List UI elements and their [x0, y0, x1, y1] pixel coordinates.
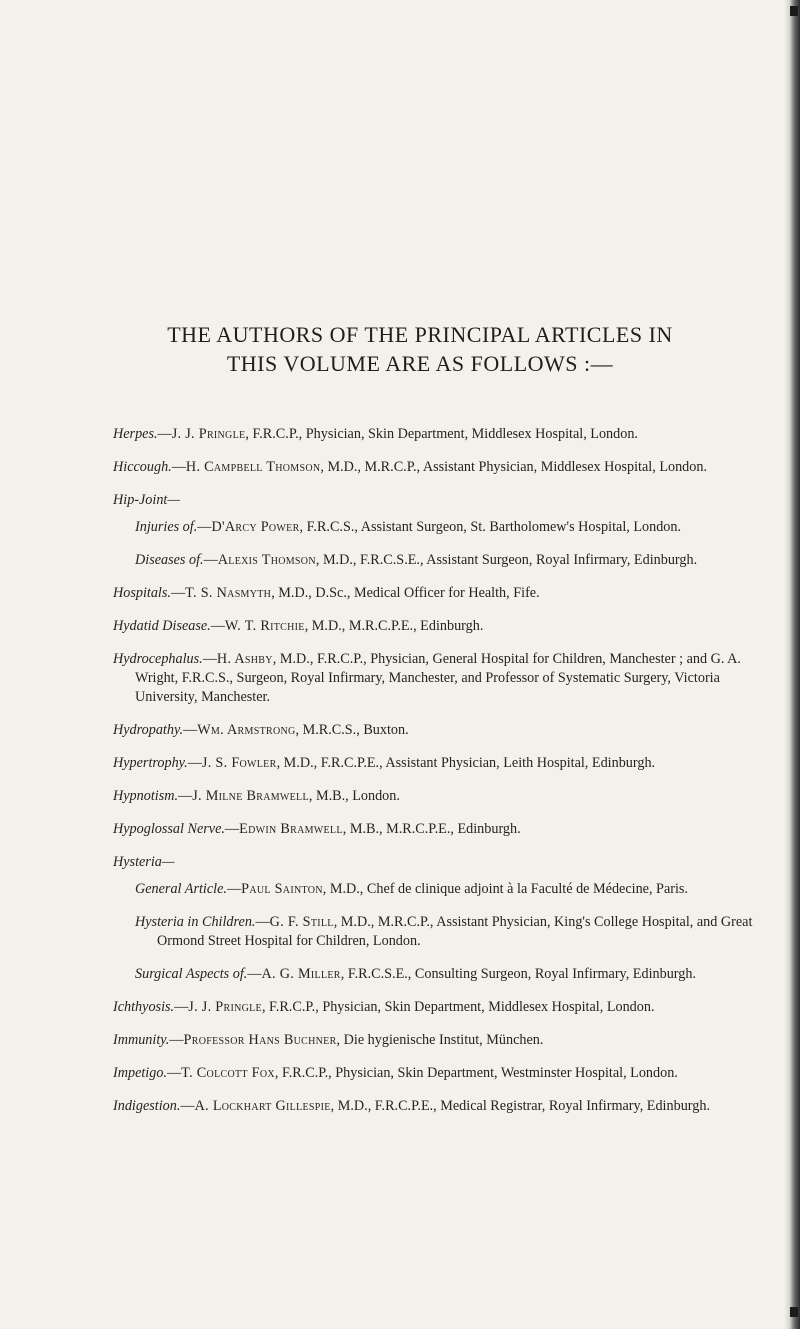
entry-author: J. J. Pringle — [188, 999, 262, 1015]
entry-hysteria-children: Hysteria in Children.—G. F. Still, M.D., M.R.C.P., Assistant Physician, King's College Hospital, and Great Ormond Street Hospital for Children, London. — [135, 914, 753, 949]
entry-title: Injuries of. — [135, 519, 198, 535]
entry-title: Hiccough. — [113, 459, 172, 475]
entry-details: , M.D., F.R.C.P., Physician, General Hospital for Children, Manchester ; and G. A. Wright, F.R.C.S., Surgeon, Royal Infirmary, Manchester, and Professor of Systematic Surgery, Victoria University, Manchester. — [135, 651, 741, 705]
entry-details: , M.D., M.R.C.P.E., Edinburgh. — [304, 618, 484, 634]
entry-author: Wm. Armstrong — [197, 722, 296, 738]
entry-hydropathy: Hydropathy.—Wm. Armstrong, M.R.C.S., Buxton. — [113, 722, 409, 738]
corner-mark-bottom — [790, 1307, 798, 1317]
entry-title: Ichthyosis. — [113, 999, 175, 1015]
entry-author: Professor Hans Buchner — [183, 1032, 337, 1048]
entry-details: , M.B., London. — [308, 788, 400, 804]
entry-details: , M.D., Chef de clinique adjoint à la Faculté de Médecine, Paris. — [322, 881, 688, 897]
entry-title: Hypnotism. — [113, 788, 179, 804]
entry-author: Paul Sainton — [241, 881, 323, 897]
entry-author: D'Arcy Power — [211, 519, 300, 535]
entry-title: Hypoglossal Nerve. — [113, 821, 225, 837]
entry-title: Hydrocephalus. — [113, 651, 203, 667]
entry-ichthyosis: Ichthyosis.—J. J. Pringle, F.R.C.P., Physician, Skin Department, Middlesex Hospital, London. — [113, 999, 655, 1015]
entry-title: Hydropathy. — [113, 722, 184, 738]
entry-title: Hydatid Disease. — [113, 618, 211, 634]
entry-hydatid-disease: Hydatid Disease.—W. T. Ritchie, M.D., M.R.C.P.E., Edinburgh. — [113, 618, 484, 634]
entry-title: Hip-Joint— — [113, 492, 180, 508]
entry-title: Hysteria— — [113, 854, 175, 870]
entry-title: Hypertrophy. — [113, 755, 188, 771]
entry-title: Surgical Aspects of. — [135, 966, 248, 982]
entry-indigestion: Indigestion.—A. Lockhart Gillespie, M.D., F.R.C.P.E., Medical Registrar, Royal Infirmary, Edinburgh. — [113, 1098, 710, 1114]
heading-line-1: THE AUTHORS OF THE PRINCIPAL ARTICLES IN — [167, 322, 673, 347]
entry-author: G. F. Still — [269, 914, 334, 930]
entry-details: , M.R.C.S., Buxton. — [295, 722, 409, 738]
author-list — [113, 425, 753, 1130]
entry-immunity: Immunity.—Professor Hans Buchner, Die hygienische Institut, München. — [113, 1032, 544, 1048]
entry-hysteria — [113, 853, 753, 872]
entry-details: , M.D., F.R.C.P.E., Assistant Physician, Leith Hospital, Edinburgh. — [276, 755, 656, 771]
entry-author: H. Campbell Thomson — [185, 459, 321, 475]
entry-details: , F.R.C.P., Physician, Skin Department, Westminster Hospital, London. — [274, 1065, 678, 1081]
entry-author: A. Lockhart Gillespie — [194, 1098, 331, 1114]
page-edge-shadow — [784, 0, 800, 1329]
entry-title: General Article. — [135, 881, 227, 897]
entry-title: Immunity. — [113, 1032, 170, 1048]
entry-title: Herpes. — [113, 426, 158, 442]
entry-hip-joint-injuries: Injuries of.—D'Arcy Power, F.R.C.S., Assistant Surgeon, St. Bartholomew's Hospital, London. — [135, 519, 682, 535]
entry-hydrocephalus: Hydrocephalus.—H. Ashby, M.D., F.R.C.P., Physician, General Hospital for Children, Manchester ; and G. A. Wright, F.R.C.S., Surgeon, Royal Infirmary, Manchester, and Professor of Systematic Surgery, Victoria University, Manchester. — [113, 651, 741, 705]
entry-author: J. J. Pringle — [171, 426, 246, 442]
corner-mark-top — [790, 6, 798, 16]
entry-details: , M.D., D.Sc., Medical Officer for Health, Fife. — [271, 585, 540, 601]
entry-hip-joint — [113, 491, 753, 510]
entry-details: , Die hygienische Institut, München. — [336, 1032, 544, 1048]
entry-author: Alexis Thomson — [217, 552, 316, 568]
page-heading — [60, 320, 780, 378]
entry-author: W. T. Ritchie — [224, 618, 305, 634]
entry-herpes: Herpes.—J. J. Pringle, F.R.C.P., Physician, Skin Department, Middlesex Hospital, London. — [113, 426, 638, 442]
entry-details: , F.R.C.S.E., Consulting Surgeon, Royal Infirmary, Edinburgh. — [340, 966, 696, 982]
entry-hiccough: Hiccough.—H. Campbell Thomson, M.D., M.R.C.P., Assistant Physician, Middlesex Hospital, London. — [113, 459, 708, 475]
entry-author: J. Milne Bramwell — [192, 788, 309, 804]
entry-title: Impetigo. — [113, 1065, 167, 1081]
entry-details: , M.D., F.R.C.P.E., Medical Registrar, Royal Infirmary, Edinburgh. — [330, 1098, 710, 1114]
entry-hypoglossal-nerve: Hypoglossal Nerve.—Edwin Bramwell, M.B., M.R.C.P.E., Edinburgh. — [113, 821, 521, 837]
entry-author: T. S. Nasmyth — [185, 585, 272, 601]
entry-details: , M.D., M.R.C.P., Assistant Physician, Middlesex Hospital, London. — [320, 459, 708, 475]
entry-impetigo: Impetigo.—T. Colcott Fox, F.R.C.P., Physician, Skin Department, Westminster Hospital, London. — [113, 1065, 678, 1081]
entry-hip-joint-diseases: Diseases of.—Alexis Thomson, M.D., F.R.C.S.E., Assistant Surgeon, Royal Infirmary, Edinburgh. — [135, 552, 698, 568]
entry-details: , M.D., F.R.C.S.E., Assistant Surgeon, Royal Infirmary, Edinburgh. — [315, 552, 698, 568]
entry-author: Edwin Bramwell — [239, 821, 343, 837]
entry-title: Hospitals. — [113, 585, 171, 601]
entry-title: Indigestion. — [113, 1098, 181, 1114]
entry-hysteria-general: General Article.—Paul Sainton, M.D., Chef de clinique adjoint à la Faculté de Médecine, Paris. — [135, 881, 688, 897]
heading-line-2: THIS VOLUME ARE AS FOLLOWS :— — [226, 351, 614, 376]
entry-details: , M.D., M.R.C.P., Assistant Physician, King's College Hospital, and Great Ormond Street Hospital for Children, London. — [157, 914, 753, 949]
entry-details: , F.R.C.P., Physician, Skin Department, Middlesex Hospital, London. — [245, 426, 638, 442]
entry-title: Diseases of. — [135, 552, 204, 568]
entry-hospitals: Hospitals.—T. S. Nasmyth, M.D., D.Sc., Medical Officer for Health, Fife. — [113, 585, 540, 601]
entry-author: J. S. Fowler — [201, 755, 277, 771]
entry-hypnotism: Hypnotism.—J. Milne Bramwell, M.B., London. — [113, 788, 400, 804]
entry-hysteria-surgical: Surgical Aspects of.—A. G. Miller, F.R.C.S.E., Consulting Surgeon, Royal Infirmary, Edinburgh. — [135, 966, 696, 982]
entry-author: T. Colcott Fox — [181, 1065, 275, 1081]
entry-details: , F.R.C.P., Physician, Skin Department, Middlesex Hospital, London. — [261, 999, 655, 1015]
entry-author: A. G. Miller — [261, 966, 341, 982]
entry-details: , M.B., M.R.C.P.E., Edinburgh. — [342, 821, 521, 837]
entry-details: , F.R.C.S., Assistant Surgeon, St. Bartholomew's Hospital, London. — [299, 519, 682, 535]
entry-title: Hysteria in Children. — [135, 914, 256, 930]
entry-hypertrophy: Hypertrophy.—J. S. Fowler, M.D., F.R.C.P.E., Assistant Physician, Leith Hospital, Edinburgh. — [113, 755, 656, 771]
entry-author: H. Ashby — [216, 651, 273, 667]
